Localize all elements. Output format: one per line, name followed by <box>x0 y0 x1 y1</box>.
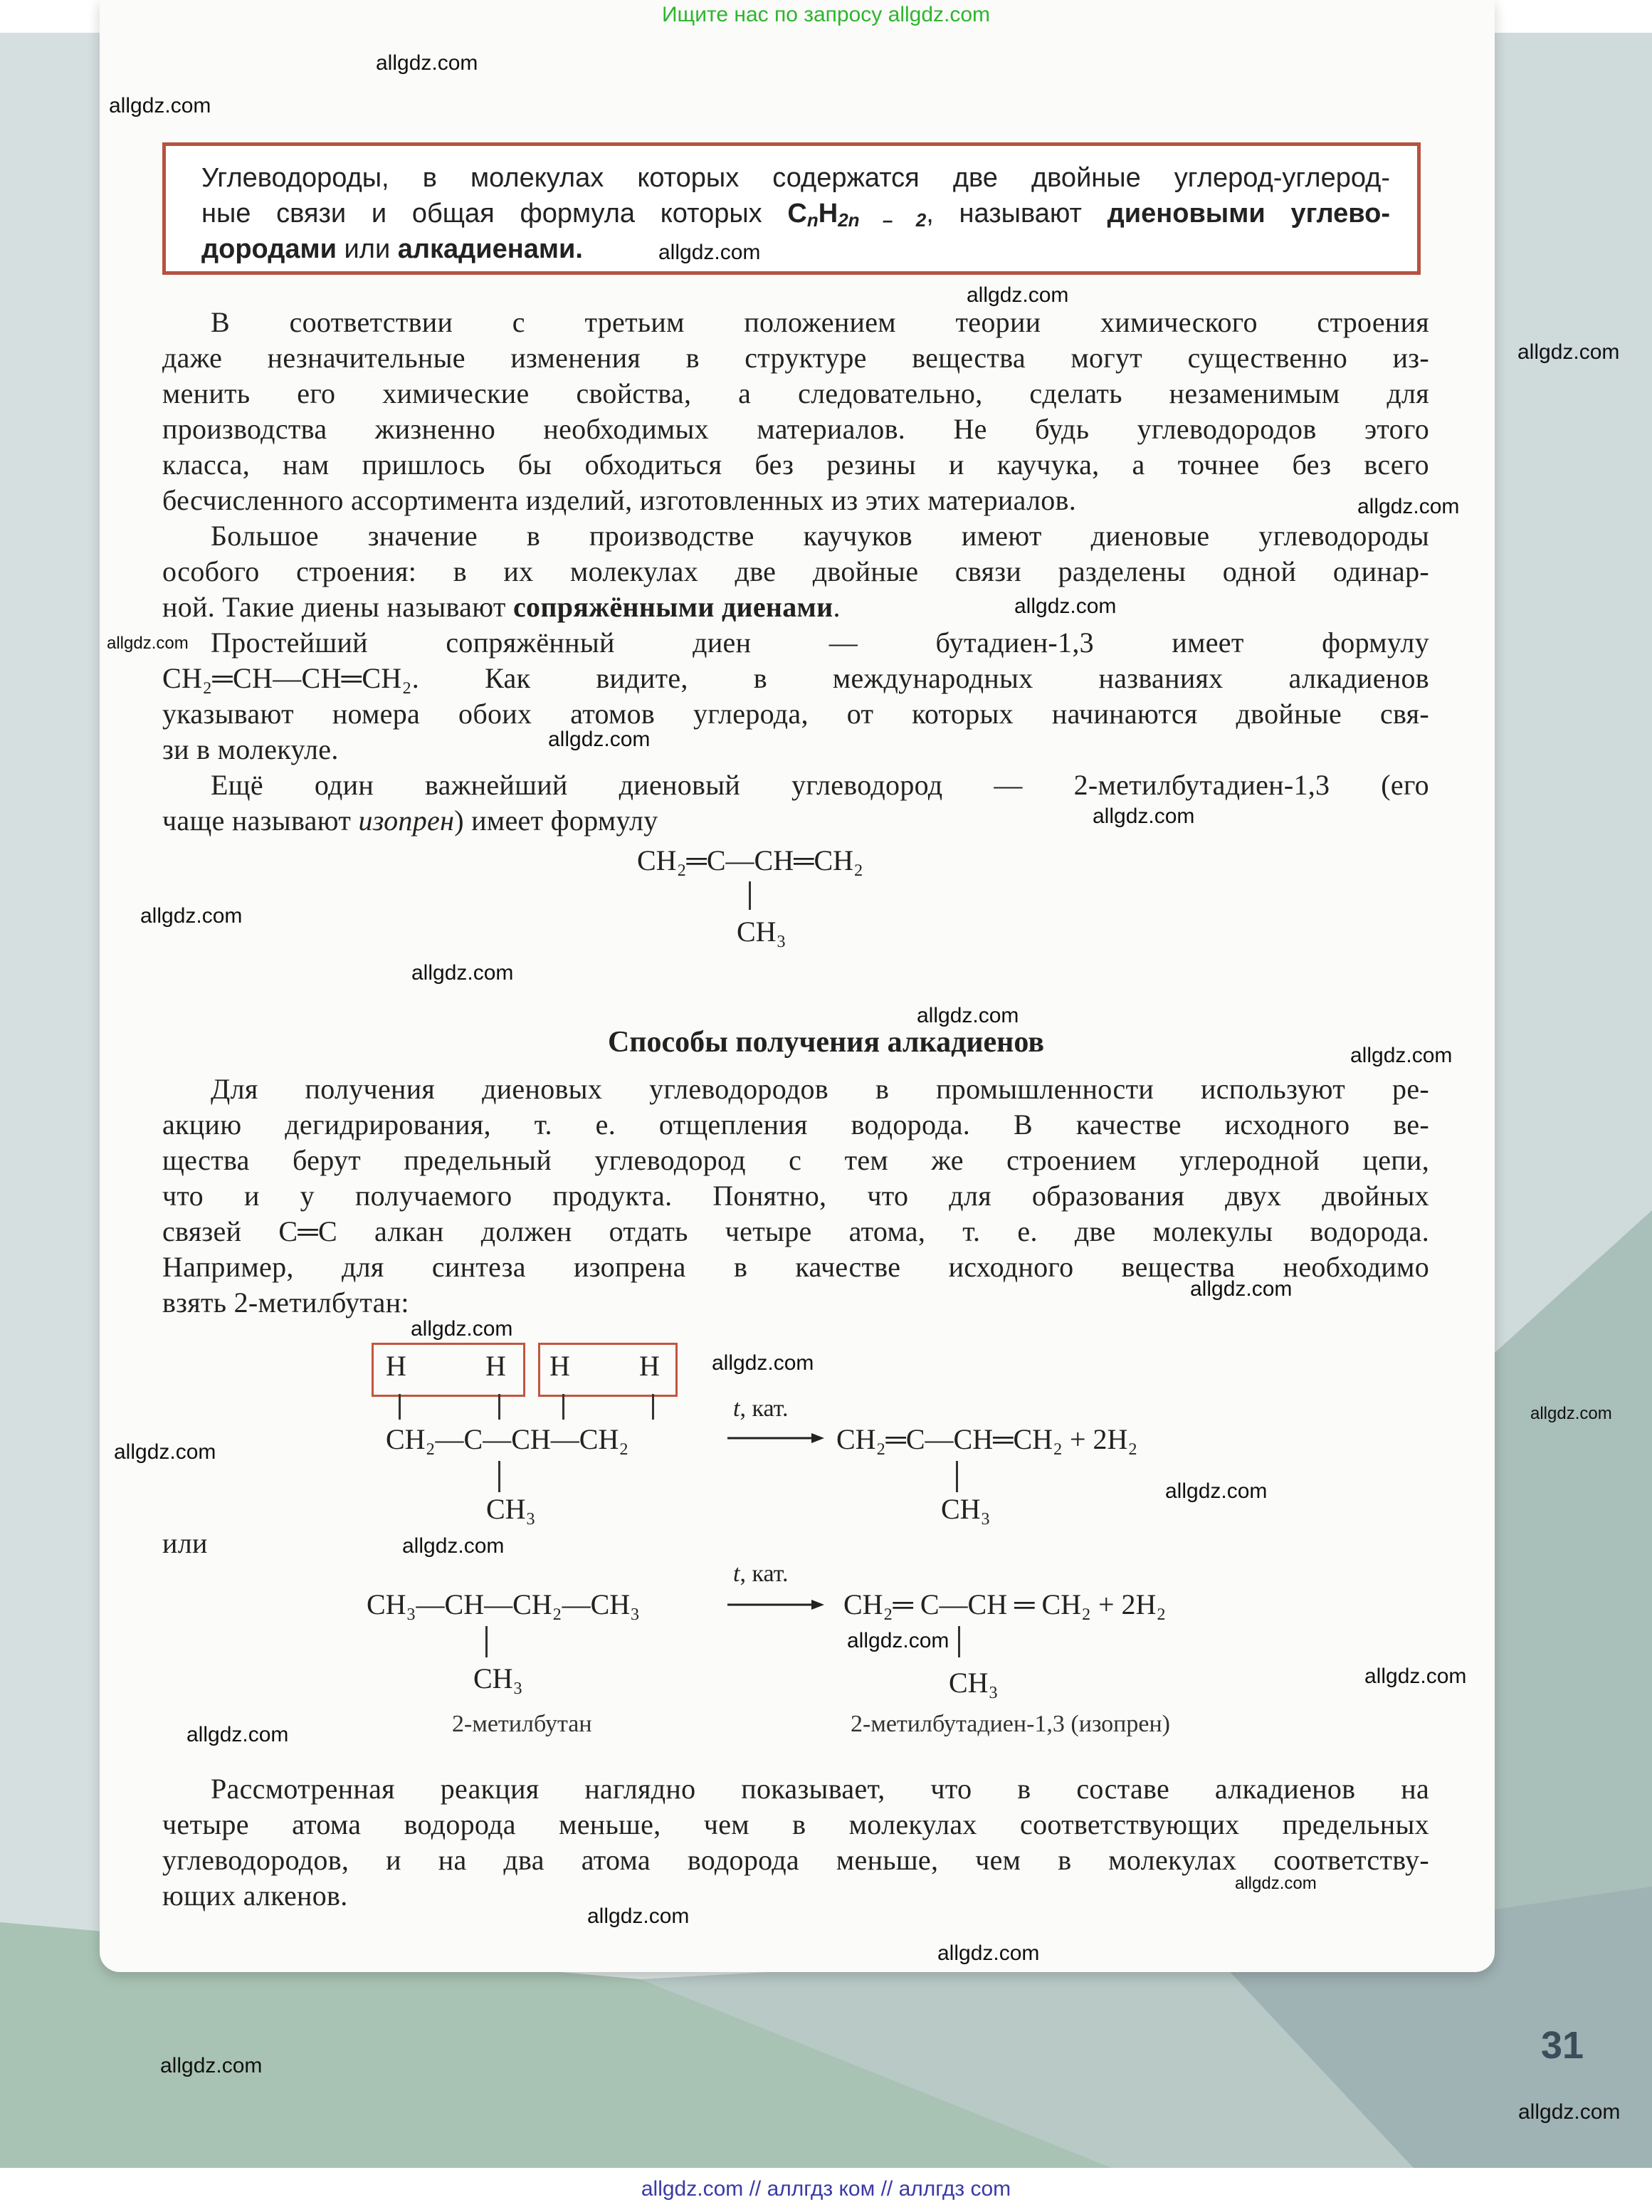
conjugated-dienes-term: сопряжёнными диенами <box>513 591 833 623</box>
caption-2-methylbutane: 2-метилбутан <box>452 1711 592 1737</box>
paragraph-5-line-3: щества берут предельный углеводород с тем же строением углеродной цепи, <box>162 1144 1429 1176</box>
h-bond-4 <box>652 1394 654 1420</box>
paragraph-3-line-3: указывают номера обоих атомов углерода, от которых начинаются двойные свя- <box>162 698 1429 730</box>
reaction-1-product: CH₂═C—CH═CH₂ + 2H₂ <box>836 1423 1138 1455</box>
watermark: allgdz.com <box>658 241 761 264</box>
watermark: allgdz.com <box>1093 804 1195 828</box>
watermark: allgdz.com <box>402 1534 505 1558</box>
caption-isoprene: 2-метилбутадиен-1,3 (изопрен) <box>851 1711 1170 1737</box>
watermark: allgdz.com <box>411 961 514 985</box>
reaction-2-conditions: t, кат. <box>733 1561 789 1587</box>
paragraph-6-line-3: углеводородов, и на два атома водорода меньше, чем в молекулах соответству- <box>162 1844 1429 1876</box>
watermark: allgdz.com <box>160 2054 263 2077</box>
page-number: 31 <box>1541 2024 1584 2067</box>
butadiene-formula: CH₂═CH—CH═CH₂ <box>162 662 412 694</box>
general-formula: $C_nH_{2n - 2}$ <box>787 199 927 231</box>
watermark: allgdz.com <box>411 1317 513 1341</box>
watermark: allgdz.com <box>1518 2100 1621 2124</box>
isoprene-formula: CH₂═C—CH═CH₂ <box>637 844 863 876</box>
paragraph-5-line-1: Для получения диеновых углеводородов в промышленности используют ре- <box>211 1073 1429 1105</box>
paragraph-1-line-6: бесчисленного ассортимента изделий, изготовленных из этих материалов. <box>162 484 1077 516</box>
or-word: или <box>162 1527 208 1559</box>
h-bond-1 <box>399 1394 401 1420</box>
reaction-1-branch: CH₃ <box>486 1493 536 1525</box>
watermark: allgdz.com <box>1014 594 1117 618</box>
isoprene-bond <box>749 881 751 910</box>
definition-line-3: дородами или алкадиенами. <box>201 234 583 264</box>
definition-line-1: Углеводороды, в молекулах которых содержатся две двойные углерод-углерод- <box>201 163 1390 193</box>
top-banner[interactable]: Ищите нас по запросу allgdz.com <box>661 3 991 26</box>
watermark: allgdz.com <box>1190 1277 1293 1301</box>
h-bond-2 <box>498 1394 500 1420</box>
watermark: allgdz.com <box>1517 340 1620 364</box>
watermark: allgdz.com <box>109 94 211 117</box>
reaction-2-product-bond <box>958 1626 960 1657</box>
section-heading: Способы получения алкадиенов <box>607 1026 1045 1059</box>
watermark: allgdz.com <box>107 634 189 653</box>
paragraph-6-line-2: четыре атома водорода меньше, чем в молекулах соответствующих предельных <box>162 1808 1429 1840</box>
reaction-2-product: CH₂═ C—CH ═ CH₂ + 2H₂ <box>843 1588 1167 1620</box>
paragraph-6-line-4: ющих алкенов. <box>162 1880 348 1912</box>
paragraph-2-line-3: ной. Такие диены называют сопряжёнными диенами. <box>162 591 841 623</box>
hydrogen-atom-4: H <box>639 1350 660 1382</box>
reaction-2-reactant: CH₃—CH—CH₂—CH₃ <box>367 1588 641 1620</box>
watermark: allgdz.com <box>712 1351 814 1375</box>
watermark: allgdz.com <box>1350 1044 1453 1067</box>
watermark: allgdz.com <box>917 1004 1019 1027</box>
reaction-2-branch: CH₃ <box>473 1662 523 1694</box>
paragraph-2-line-2: особого строения: в их молекулах две двойные связи разделены одной одинар- <box>162 555 1429 587</box>
reaction-1-product-branch: CH₃ <box>941 1493 991 1525</box>
hydrogen-atom-2: H <box>485 1350 506 1382</box>
paragraph-5-line-2: акцию дегидрирования, т. е. отщепления водорода. В качестве исходного ве- <box>162 1108 1429 1141</box>
paragraph-1-line-2: даже незначительные изменения в структуре вещества могут существенно из- <box>162 342 1429 374</box>
reaction-2-branch-bond <box>485 1626 488 1657</box>
watermark: allgdz.com <box>376 51 478 75</box>
paragraph-5-line-4: что и у получаемого продукта. Понятно, что для образования двух двойных <box>162 1180 1429 1212</box>
watermark: allgdz.com <box>1165 1479 1268 1503</box>
watermark: allgdz.com <box>1364 1665 1467 1688</box>
reaction-2-arrow <box>726 1596 826 1613</box>
paragraph-6-line-1: Рассмотренная реакция наглядно показывает, что в составе алкадиенов на <box>211 1773 1429 1805</box>
watermark: allgdz.com <box>548 728 651 751</box>
reaction-1-branch-bond <box>498 1461 500 1492</box>
paragraph-5-line-7: взять 2-метилбутан: <box>162 1286 409 1319</box>
watermark: allgdz.com <box>937 1941 1040 1965</box>
paragraph-1-line-5: класса, нам пришлось бы обходиться без резины и каучука, а точнее без всего <box>162 449 1429 481</box>
paragraph-1-line-1: В соответствии с третьим положением теории химического строения <box>211 306 1429 338</box>
paragraph-4-line-2: чаще называют изопрен) имеет формулу <box>162 804 658 837</box>
paragraph-3-line-4: зи в молекуле. <box>162 733 339 765</box>
paragraph-1-line-3: менить его химические свойства, а следовательно, сделать незаменимым для <box>162 377 1429 409</box>
paragraph-5-line-6: Например, для синтеза изопрена в качестве исходного вещества необходимо <box>162 1251 1429 1283</box>
watermark: allgdz.com <box>1530 1404 1612 1423</box>
watermark: allgdz.com <box>587 1904 690 1928</box>
paragraph-2-line-1: Большое значение в производстве каучуков имеют диеновые углеводороды <box>211 520 1429 552</box>
hydrogen-atom-1: H <box>386 1350 406 1382</box>
paragraph-5-line-5: связей C═C алкан должен отдать четыре атома, т. е. две молекулы водорода. <box>162 1215 1429 1247</box>
watermark: allgdz.com <box>967 283 1069 307</box>
paragraph-3-line-1: Простейший сопряжённый диен — бутадиен-1,3 имеет формулу <box>211 627 1429 659</box>
reaction-1-product-bond <box>956 1461 958 1492</box>
bottom-banner[interactable]: allgdz.com // аллгдз ком // аллгдз com <box>641 2177 1011 2201</box>
reaction-1-conditions: t, кат. <box>733 1395 789 1422</box>
reaction-1-arrow <box>726 1430 826 1447</box>
definition-box <box>162 142 1421 275</box>
watermark: allgdz.com <box>140 904 243 928</box>
hydrogen-atom-3: H <box>549 1350 570 1382</box>
reaction-1-reactant: CH₂—C—CH—CH₂ <box>386 1423 629 1455</box>
watermark: allgdz.com <box>114 1440 216 1464</box>
paragraph-4-line-1: Ещё один важнейший диеновый углеводород — 2-метилбутадиен-1,3 (его <box>211 769 1429 801</box>
watermark: allgdz.com <box>186 1723 289 1746</box>
isoprene-branch: CH₃ <box>737 916 786 948</box>
textbook-page <box>100 0 1495 1972</box>
h-bond-3 <box>562 1394 564 1420</box>
definition-line-2: ные связи и общая формула которых $C_nH_{2n - 2}$, называют диеновыми углево- <box>201 199 1390 231</box>
watermark: allgdz.com <box>1235 1874 1317 1893</box>
reaction-2-product-branch: CH₃ <box>949 1667 999 1699</box>
paragraph-3-line-2: CH₂═CH—CH═CH₂. Как видите, в международных названиях алкадиенов <box>162 662 1429 694</box>
watermark: allgdz.com <box>1357 495 1460 518</box>
watermark: allgdz.com <box>847 1629 949 1652</box>
paragraph-1-line-4: производства жизненно необходимых материалов. Не будь углеводородов этого <box>162 413 1429 445</box>
